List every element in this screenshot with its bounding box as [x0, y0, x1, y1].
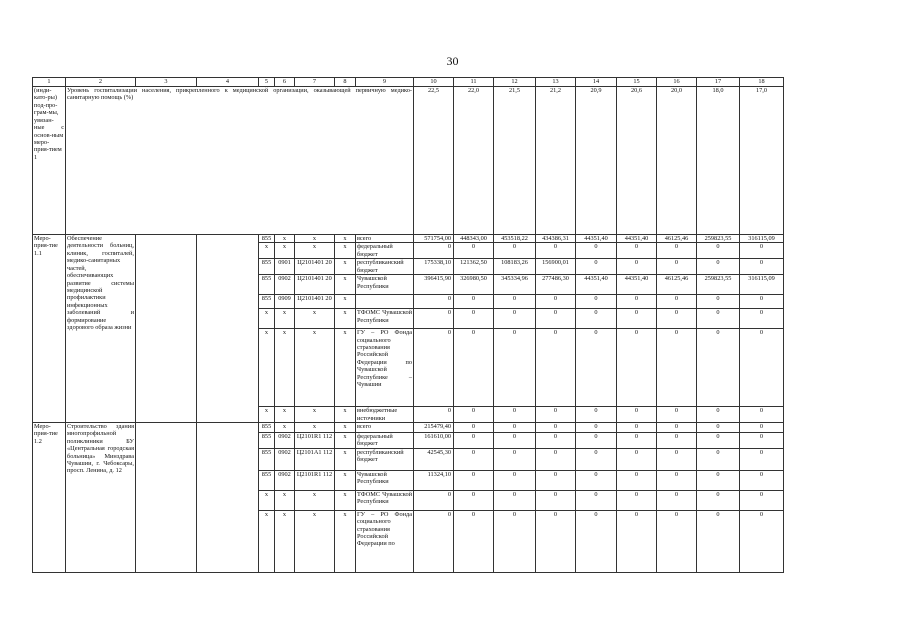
- funding-value: 0: [740, 470, 784, 490]
- funding-value: 0: [454, 432, 494, 448]
- funding-value: 0: [697, 329, 740, 407]
- column-number: 6: [275, 78, 295, 87]
- funding-value: 0: [697, 422, 740, 432]
- expense-type-code: x: [335, 275, 356, 295]
- funding-value: 0: [494, 490, 536, 510]
- section-code: x: [275, 490, 295, 510]
- target-article-code: x: [295, 510, 335, 572]
- funding-value: 0: [617, 510, 657, 572]
- funding-value: 0: [576, 295, 617, 309]
- column-number: 13: [536, 78, 576, 87]
- grbs-code: 855: [259, 259, 275, 275]
- funding-value: 259823,55: [697, 275, 740, 295]
- funding-value: 0: [617, 422, 657, 432]
- funding-value: 0: [576, 490, 617, 510]
- funding-value: 0: [414, 510, 454, 572]
- grbs-code: x: [259, 510, 275, 572]
- funding-value: 0: [576, 422, 617, 432]
- funding-value: 0: [454, 470, 494, 490]
- activity-code: Меро-прия-тие 1.2: [33, 422, 66, 572]
- section-code: x: [275, 243, 295, 259]
- funding-value: 44351,40: [617, 275, 657, 295]
- grbs-code: 855: [259, 275, 275, 295]
- empty-cell: [136, 235, 197, 423]
- grbs-code: x: [259, 407, 275, 423]
- indicator-value: 20,0: [657, 87, 697, 235]
- funding-value: 46125,46: [657, 235, 697, 243]
- activity-name: Строительство здания многопрофильной поликлиники БУ «Центральная городская больница» Минздрава Чувашии, г. Чебоксары, просп. Ленина, д. 12: [66, 422, 136, 572]
- funding-value: 0: [740, 259, 784, 275]
- funding-value: 0: [657, 407, 697, 423]
- funding-value: 0: [536, 490, 576, 510]
- funding-value: 0: [697, 448, 740, 470]
- funding-source: [356, 295, 414, 309]
- expense-type-code: x: [335, 422, 356, 432]
- funding-value: 453518,22: [494, 235, 536, 243]
- grbs-code: x: [259, 309, 275, 329]
- funding-value: 215479,40: [414, 422, 454, 432]
- funding-value: 0: [494, 295, 536, 309]
- funding-value: 0: [494, 510, 536, 572]
- funding-value: 0: [697, 259, 740, 275]
- empty-cell: [197, 235, 259, 423]
- expense-type-code: x: [335, 243, 356, 259]
- funding-value: 0: [617, 295, 657, 309]
- funding-value: 0: [740, 329, 784, 407]
- funding-value: 0: [576, 243, 617, 259]
- funding-value: 0: [617, 407, 657, 423]
- funding-value: 44351,40: [576, 275, 617, 295]
- funding-value: 434386,31: [536, 235, 576, 243]
- funding-value: 0: [740, 422, 784, 432]
- funding-value: 0: [617, 432, 657, 448]
- funding-value: 0: [536, 432, 576, 448]
- funding-source: ГУ – РО Фонда социального страхования Российской Федерации по: [356, 510, 414, 572]
- funding-value: 396415,90: [414, 275, 454, 295]
- expense-type-code: x: [335, 329, 356, 407]
- activity-name: Обеспечение деятельности больниц, клиник, госпиталей, медико-санитарных частей, обеспечивающих развитие системы медицинской профилактики инфекционных заболеваний и формирование здорового образа жизни: [66, 235, 136, 423]
- column-number: 12: [494, 78, 536, 87]
- funding-value: 0: [657, 490, 697, 510]
- funding-value: 0: [576, 407, 617, 423]
- indicator-value: 18,0: [697, 87, 740, 235]
- funding-value: 0: [617, 243, 657, 259]
- funding-source: республиканский бюджет: [356, 448, 414, 470]
- funding-value: 0: [697, 295, 740, 309]
- funding-value: 277486,30: [536, 275, 576, 295]
- funding-source: ТФОМС Чувашской Республики: [356, 309, 414, 329]
- funding-value: 345334,96: [494, 275, 536, 295]
- funding-value: 44351,40: [617, 235, 657, 243]
- target-article-code: Ц2101401 20: [295, 295, 335, 309]
- grbs-code: 855: [259, 432, 275, 448]
- funding-value: 0: [536, 470, 576, 490]
- column-number: 17: [697, 78, 740, 87]
- target-article-code: x: [295, 235, 335, 243]
- target-article-code: x: [295, 407, 335, 423]
- funding-value: 0: [617, 490, 657, 510]
- funding-value: 0: [657, 243, 697, 259]
- funding-value: 0: [494, 448, 536, 470]
- grbs-code: 855: [259, 235, 275, 243]
- funding-value: 11324,10: [414, 470, 454, 490]
- funding-source: ГУ – РО Фонда социального страхования Российской Федерации по Чувашской Республике – Чувашии: [356, 329, 414, 407]
- funding-value: 0: [494, 470, 536, 490]
- column-number: 14: [576, 78, 617, 87]
- funding-value: 0: [617, 470, 657, 490]
- indicator-label: (инди-като-ры) под-про-грам-мы, увязан-ные с основ-ным меро-прия-тием 1: [33, 87, 66, 235]
- grbs-code: 855: [259, 422, 275, 432]
- section-code: 0902: [275, 432, 295, 448]
- funding-value: 0: [657, 448, 697, 470]
- column-number: 5: [259, 78, 275, 87]
- funding-value: 108183,26: [494, 259, 536, 275]
- target-article-code: x: [295, 243, 335, 259]
- table-row: [33, 235, 784, 243]
- funding-value: 42545,30: [414, 448, 454, 470]
- funding-value: 0: [536, 329, 576, 407]
- funding-value: 0: [740, 490, 784, 510]
- funding-value: 0: [536, 510, 576, 572]
- funding-value: 0: [697, 490, 740, 510]
- funding-value: 0: [576, 432, 617, 448]
- column-number: 8: [335, 78, 356, 87]
- indicator-row: [33, 87, 784, 235]
- funding-value: 0: [414, 243, 454, 259]
- grbs-code: 855: [259, 295, 275, 309]
- indicator-value: 21,5: [494, 87, 536, 235]
- funding-value: 0: [494, 309, 536, 329]
- funding-value: 0: [657, 259, 697, 275]
- funding-value: 259823,55: [697, 235, 740, 243]
- funding-value: 326980,50: [454, 275, 494, 295]
- target-article-code: x: [295, 309, 335, 329]
- funding-value: 0: [576, 448, 617, 470]
- funding-value: 175338,10: [414, 259, 454, 275]
- section-code: x: [275, 309, 295, 329]
- funding-value: 0: [454, 329, 494, 407]
- page-number: 30: [446, 54, 459, 68]
- funding-value: 0: [536, 407, 576, 423]
- funding-value: 0: [536, 422, 576, 432]
- funding-value: 0: [657, 295, 697, 309]
- funding-value: 0: [697, 309, 740, 329]
- funding-value: 0: [657, 510, 697, 572]
- funding-value: 0: [617, 309, 657, 329]
- expense-type-code: x: [335, 490, 356, 510]
- column-number: 16: [657, 78, 697, 87]
- indicator-value: 17,0: [740, 87, 784, 235]
- column-number: 2: [66, 78, 136, 87]
- funding-value: 0: [414, 407, 454, 423]
- target-article-code: x: [295, 422, 335, 432]
- funding-value: 0: [576, 309, 617, 329]
- funding-value: 0: [494, 329, 536, 407]
- column-number: 4: [197, 78, 259, 87]
- expense-type-code: x: [335, 309, 356, 329]
- expense-type-code: x: [335, 235, 356, 243]
- activity-code: Меро-прия-тие 1.1: [33, 235, 66, 423]
- column-number: 9: [356, 78, 414, 87]
- funding-value: 0: [494, 432, 536, 448]
- funding-value: 0: [657, 470, 697, 490]
- funding-value: 0: [657, 432, 697, 448]
- funding-value: 156900,01: [536, 259, 576, 275]
- expense-type-code: x: [335, 259, 356, 275]
- funding-source: Чувашской Республики: [356, 470, 414, 490]
- funding-value: 0: [576, 259, 617, 275]
- funding-value: 0: [414, 329, 454, 407]
- section-code: 0909: [275, 295, 295, 309]
- funding-value: 0: [697, 407, 740, 423]
- funding-source: Чувашской Республики: [356, 275, 414, 295]
- column-number: 10: [414, 78, 454, 87]
- column-number: 18: [740, 78, 784, 87]
- funding-value: 0: [740, 309, 784, 329]
- grbs-code: 855: [259, 448, 275, 470]
- header-row: [33, 78, 784, 87]
- grbs-code: x: [259, 490, 275, 510]
- funding-value: 0: [617, 329, 657, 407]
- funding-value: 0: [494, 422, 536, 432]
- empty-cell: [136, 422, 197, 572]
- section-code: 0901: [275, 259, 295, 275]
- indicator-value: 21,2: [536, 87, 576, 235]
- expense-type-code: x: [335, 432, 356, 448]
- section-code: x: [275, 329, 295, 407]
- indicator-value: 20,9: [576, 87, 617, 235]
- funding-value: 0: [494, 407, 536, 423]
- target-article-code: Ц2101А1 112: [295, 448, 335, 470]
- funding-value: 46125,46: [657, 275, 697, 295]
- funding-value: 0: [536, 309, 576, 329]
- target-article-code: Ц2101401 20: [295, 275, 335, 295]
- funding-value: 0: [454, 422, 494, 432]
- section-code: 0902: [275, 448, 295, 470]
- funding-value: 0: [576, 329, 617, 407]
- funding-value: 0: [576, 510, 617, 572]
- funding-value: 0: [454, 243, 494, 259]
- grbs-code: x: [259, 329, 275, 407]
- funding-value: 0: [454, 295, 494, 309]
- section-code: 0902: [275, 470, 295, 490]
- empty-cell: [197, 422, 259, 572]
- funding-value: 0: [454, 510, 494, 572]
- funding-value: 0: [494, 243, 536, 259]
- funding-value: 0: [740, 295, 784, 309]
- table-row: [33, 422, 784, 432]
- funding-value: 316115,09: [740, 235, 784, 243]
- section-code: x: [275, 510, 295, 572]
- column-number: 7: [295, 78, 335, 87]
- funding-value: 0: [657, 422, 697, 432]
- funding-value: 121362,50: [454, 259, 494, 275]
- funding-value: 316115,09: [740, 275, 784, 295]
- funding-value: 448343,00: [454, 235, 494, 243]
- funding-value: 0: [697, 470, 740, 490]
- indicator-text: Уровень госпитализации населения, прикрепленного к медицинской организации, оказывающей первичную медико-санитарную помощь (%): [66, 87, 414, 235]
- funding-source: всего: [356, 422, 414, 432]
- funding-value: 0: [617, 259, 657, 275]
- expense-type-code: x: [335, 295, 356, 309]
- target-article-code: x: [295, 490, 335, 510]
- funding-value: 0: [454, 309, 494, 329]
- target-article-code: Ц2101401 20: [295, 259, 335, 275]
- funding-value: 0: [414, 295, 454, 309]
- section-code: x: [275, 407, 295, 423]
- target-article-code: Ц2101R1 112: [295, 470, 335, 490]
- target-article-code: x: [295, 329, 335, 407]
- funding-value: 0: [740, 407, 784, 423]
- expense-type-code: x: [335, 510, 356, 572]
- target-article-code: Ц2101R1 112: [295, 432, 335, 448]
- funding-source: федеральный бюджет: [356, 243, 414, 259]
- grbs-code: 855: [259, 470, 275, 490]
- column-number: 3: [136, 78, 197, 87]
- funding-value: 0: [697, 432, 740, 448]
- funding-value: 0: [657, 329, 697, 407]
- indicator-value: 20,6: [617, 87, 657, 235]
- funding-value: 0: [740, 448, 784, 470]
- budget-table: [32, 77, 784, 573]
- funding-value: 0: [414, 309, 454, 329]
- funding-value: 161610,00: [414, 432, 454, 448]
- column-number: 1: [33, 78, 66, 87]
- expense-type-code: x: [335, 470, 356, 490]
- funding-value: 0: [414, 490, 454, 510]
- expense-type-code: x: [335, 448, 356, 470]
- funding-value: 0: [740, 432, 784, 448]
- funding-source: ТФОМС Чувашской Республики: [356, 490, 414, 510]
- funding-value: 0: [454, 490, 494, 510]
- funding-value: 0: [454, 407, 494, 423]
- funding-value: 0: [454, 448, 494, 470]
- section-code: x: [275, 235, 295, 243]
- funding-source: внебюджетные источники: [356, 407, 414, 423]
- funding-value: 0: [536, 448, 576, 470]
- indicator-value: 22,5: [414, 87, 454, 235]
- section-code: 0902: [275, 275, 295, 295]
- funding-value: 0: [536, 295, 576, 309]
- funding-value: 0: [697, 510, 740, 572]
- grbs-code: x: [259, 243, 275, 259]
- section-code: x: [275, 422, 295, 432]
- funding-value: 0: [740, 510, 784, 572]
- funding-value: 0: [617, 448, 657, 470]
- funding-value: 0: [697, 243, 740, 259]
- funding-source: федеральный бюджет: [356, 432, 414, 448]
- funding-value: 44351,40: [576, 235, 617, 243]
- column-number: 11: [454, 78, 494, 87]
- funding-source: республиканский бюджет: [356, 259, 414, 275]
- column-number: 15: [617, 78, 657, 87]
- funding-value: 0: [657, 309, 697, 329]
- funding-value: 0: [740, 243, 784, 259]
- funding-source: всего: [356, 235, 414, 243]
- funding-value: 0: [536, 243, 576, 259]
- funding-value: 571754,00: [414, 235, 454, 243]
- expense-type-code: x: [335, 407, 356, 423]
- funding-value: 0: [576, 470, 617, 490]
- indicator-value: 22,0: [454, 87, 494, 235]
